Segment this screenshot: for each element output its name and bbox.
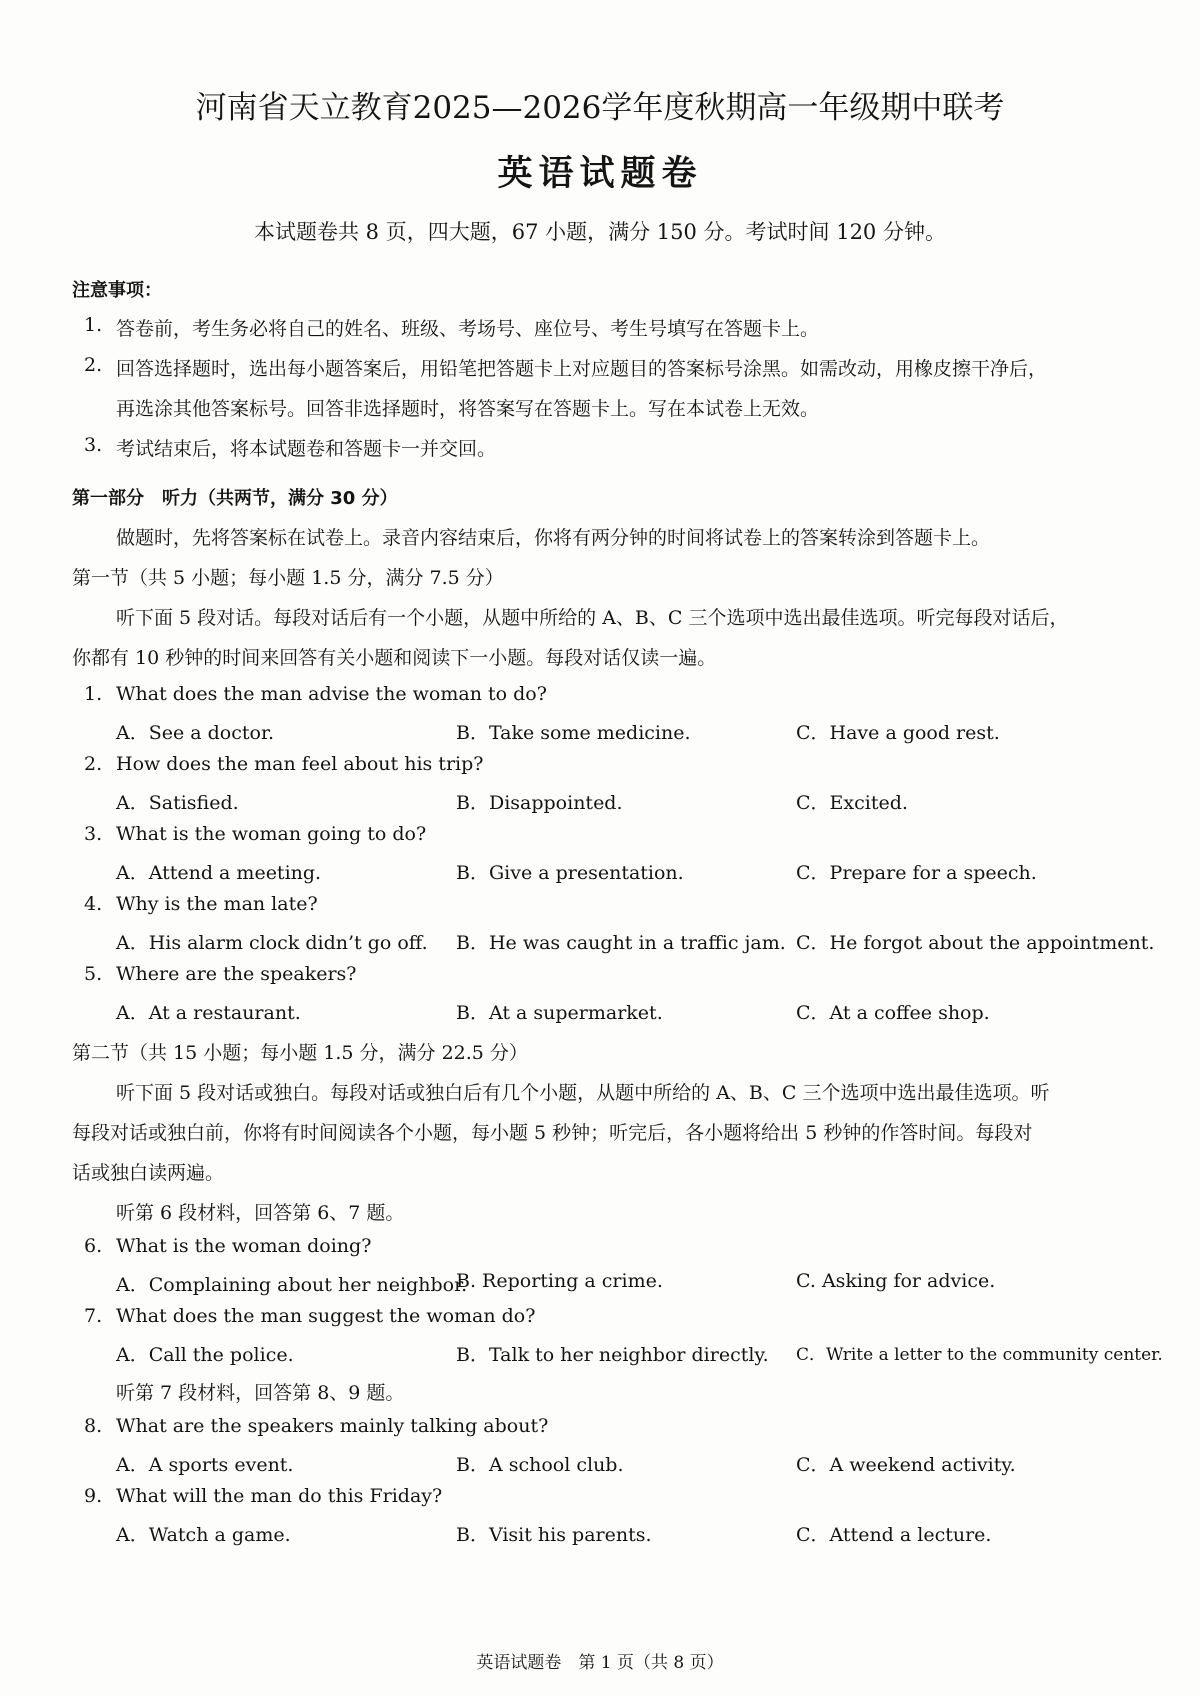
notes-heading: 注意事项： <box>72 280 162 301</box>
question-number: 9. <box>84 1485 103 1507</box>
question-number: 8. <box>84 1415 103 1437</box>
option-c: C．Prepare for a speech. <box>796 862 1037 884</box>
option-a: A．Attend a meeting. <box>116 862 322 884</box>
option-a: A．Complaining about her neighbor. <box>116 1274 468 1296</box>
question-text: How does the man feel about his trip? <box>116 753 484 775</box>
option-c: C．Excited. <box>796 792 908 814</box>
option-c: C．Attend a lecture. <box>796 1524 992 1546</box>
note-number: 1. <box>84 314 103 336</box>
part1-instruction: 做题时，先将答案标在试卷上。录音内容结束后，你将有两分钟的时间将试卷上的答案转涂到答题卡上。 <box>116 527 991 549</box>
material-6-note: 听第 6 段材料，回答第 6、7 题。 <box>116 1202 405 1224</box>
option-a: A．See a doctor. <box>116 722 274 744</box>
option-a: A．Watch a game. <box>116 1524 291 1546</box>
question-text: What does the man advise the woman to do? <box>116 683 547 705</box>
option-b: B．Visit his parents. <box>456 1524 652 1546</box>
question-text: What does the man suggest the woman do? <box>116 1305 536 1327</box>
page-footer: 英语试题卷 第 1 页（共 8 页） <box>476 1653 724 1673</box>
option-b: B．A school club. <box>456 1454 624 1476</box>
exam-info: 本试题卷共 8 页，四大题，67 小题，满分 150 分。考试时间 120 分钟。 <box>254 220 946 244</box>
option-c: C．He forgot about the appointment. <box>796 932 1155 954</box>
note-text-continued: 再选涂其他答案标号。回答非选择题时，将答案写在答题卡上。写在本试卷上无效。 <box>116 398 820 420</box>
question-number: 3. <box>84 823 103 845</box>
exam-title: 河南省天立教育2025—2026学年度秋期高一年级期中联考 <box>195 90 1005 126</box>
section2-instruction-continued: 每段对话或独白前，你将有时间阅读各个小题，每小题 5 秒钟；听完后，各小题将给出 5 秒钟的作答时间。每段对 <box>72 1122 1033 1144</box>
question-text: What is the woman going to do? <box>116 823 427 845</box>
option-c: C. Asking for advice. <box>796 1270 996 1292</box>
part1-heading: 第一部分 听力（共两节，满分 30 分） <box>72 488 398 509</box>
option-c: C．Write a letter to the community center. <box>796 1345 1163 1365</box>
note-text: 考试结束后，将本试题卷和答题卡一并交回。 <box>116 438 497 460</box>
question-text: What will the man do this Friday? <box>116 1485 443 1507</box>
option-c: C．Have a good rest. <box>796 722 1000 744</box>
option-b: B．He was caught in a traffic jam. <box>456 932 786 954</box>
section2-instruction-continued: 话或独白读两遍。 <box>72 1162 225 1184</box>
option-a: A．Satisfied. <box>116 792 239 814</box>
question-number: 7. <box>84 1305 103 1327</box>
section1-heading: 第一节（共 5 小题；每小题 1.5 分，满分 7.5 分） <box>72 567 504 589</box>
section2-heading: 第二节（共 15 小题；每小题 1.5 分，满分 22.5 分） <box>72 1042 528 1064</box>
note-number: 2. <box>84 354 103 376</box>
option-b: B．Give a presentation. <box>456 862 684 884</box>
option-a: A．At a restaurant. <box>116 1002 301 1024</box>
option-c: C．A weekend activity. <box>796 1454 1016 1476</box>
option-b: B．Disappointed. <box>456 792 623 814</box>
question-text: Why is the man late? <box>116 893 318 915</box>
question-text: What is the woman doing? <box>116 1235 372 1257</box>
note-text: 答卷前，考生务必将自己的姓名、班级、考场号、座位号、考生号填写在答题卡上。 <box>116 318 820 340</box>
exam-subtitle: 英语试题卷 <box>497 153 703 194</box>
question-number: 6. <box>84 1235 103 1257</box>
question-number: 4. <box>84 893 103 915</box>
question-number: 1. <box>84 683 103 705</box>
option-c: C．At a coffee shop. <box>796 1002 990 1024</box>
section2-instruction: 听下面 5 段对话或独白。每段对话或独白后有几个小题，从题中所给的 A、B、C 三个选项中选出最佳选项。听 <box>116 1082 1050 1104</box>
question-number: 2. <box>84 753 103 775</box>
section1-instruction-continued: 你都有 10 秒钟的时间来回答有关小题和阅读下一小题。每段对话仅读一遍。 <box>72 647 717 669</box>
option-b: B．At a supermarket. <box>456 1002 663 1024</box>
option-b: B．Talk to her neighbor directly. <box>456 1344 769 1366</box>
question-number: 5. <box>84 963 103 985</box>
note-number: 3. <box>84 434 103 456</box>
option-a: A．A sports event. <box>116 1454 294 1476</box>
question-text: Where are the speakers? <box>116 963 357 985</box>
note-text: 回答选择题时，选出每小题答案后，用铅笔把答题卡上对应题目的答案标号涂黑。如需改动，用橡皮擦干净后， <box>116 358 1048 380</box>
option-b: B. Reporting a crime. <box>456 1270 663 1292</box>
option-a: A．His alarm clock didn’t go off. <box>116 932 428 954</box>
question-text: What are the speakers mainly talking about? <box>116 1415 549 1437</box>
option-a: A．Call the police. <box>116 1344 294 1366</box>
option-b: B．Take some medicine. <box>456 722 691 744</box>
material-7-note: 听第 7 段材料，回答第 8、9 题。 <box>116 1382 405 1404</box>
section1-instruction: 听下面 5 段对话。每段对话后有一个小题，从题中所给的 A、B、C 三个选项中选出最佳选项。听完每段对话后， <box>116 607 1069 629</box>
